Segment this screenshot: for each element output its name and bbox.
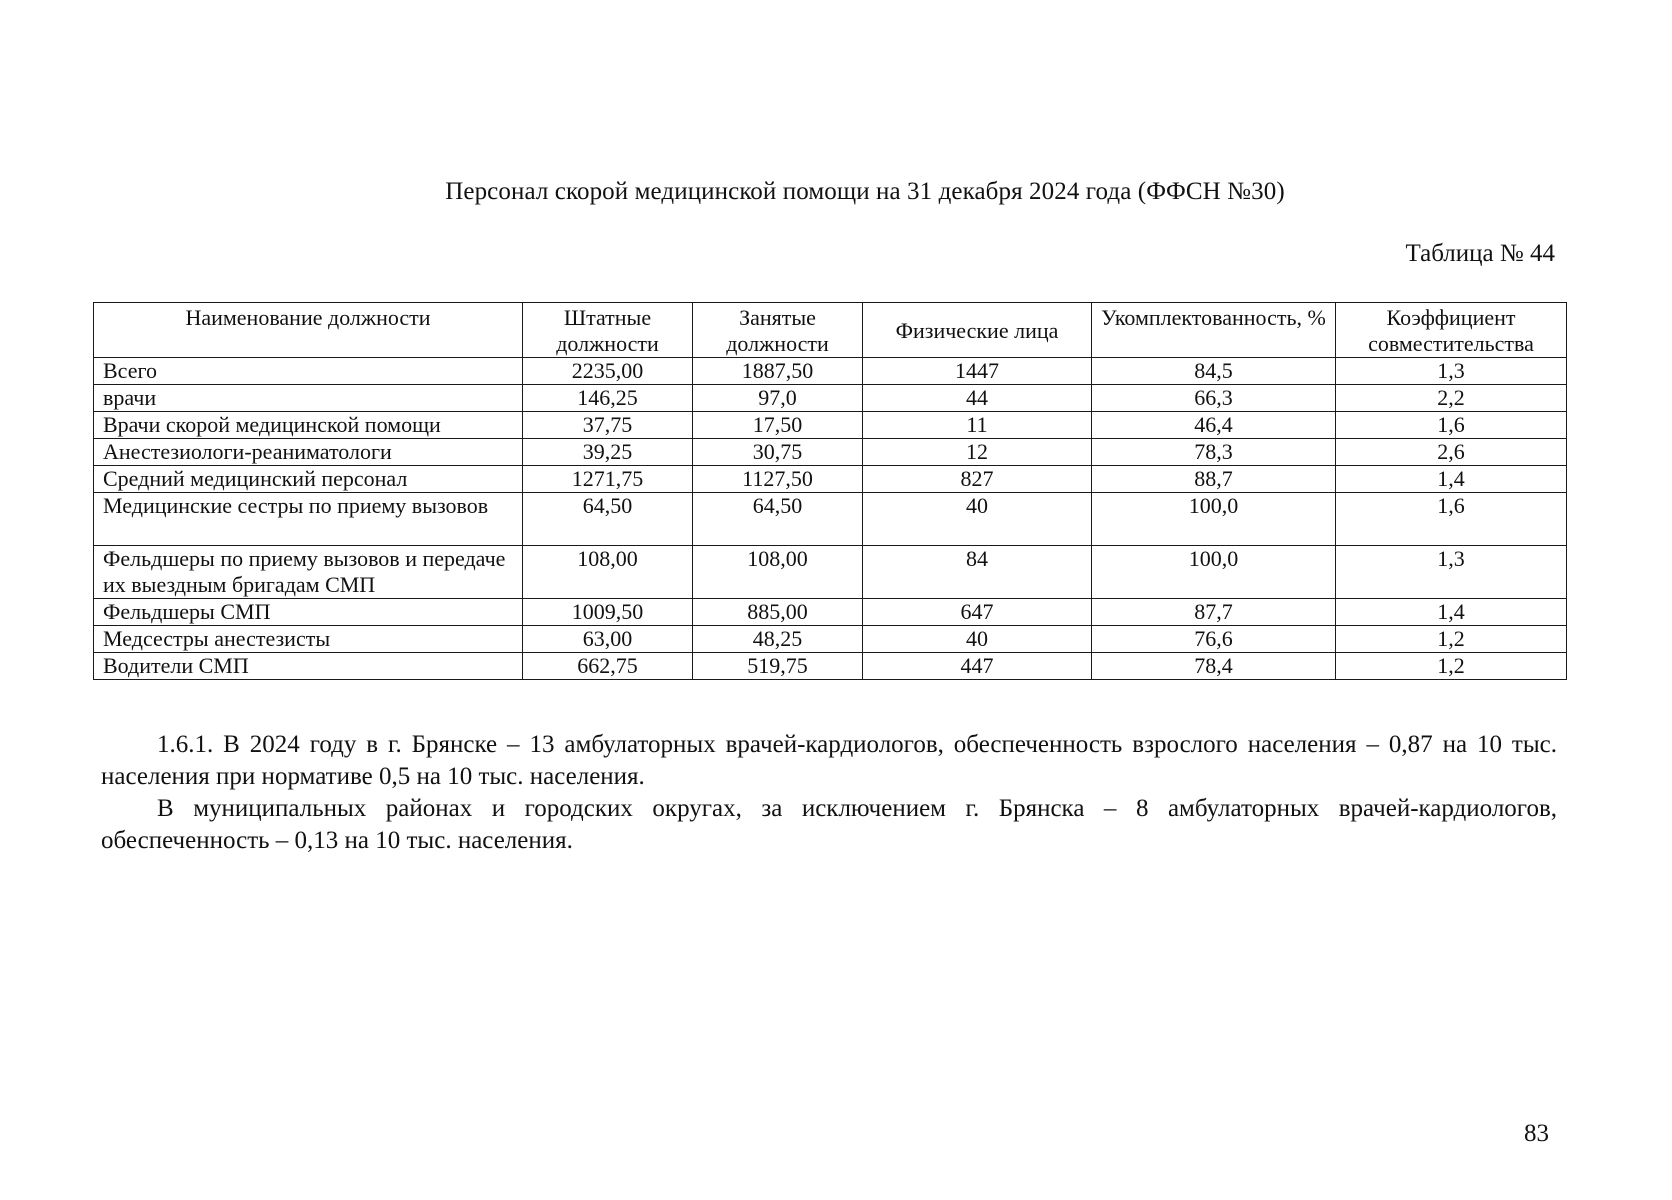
row-individuals: 84 — [863, 546, 1092, 599]
row-staff-positions: 108,00 — [523, 546, 693, 599]
row-name: Фельдшеры по приему вызовов и передаче их выездным бригадам СМП — [94, 546, 523, 599]
row-individuals: 447 — [863, 653, 1092, 680]
row-staffing-level: 84,5 — [1092, 358, 1336, 385]
row-individuals: 647 — [863, 599, 1092, 626]
row-staffing-level: 78,3 — [1092, 439, 1336, 466]
row-staff-positions: 1271,75 — [523, 466, 693, 493]
row-name: врачи — [94, 385, 523, 412]
table-header-row — [94, 303, 1567, 358]
row-occupied-positions: 519,75 — [693, 653, 863, 680]
row-occupied-positions: 1127,50 — [693, 466, 863, 493]
header-position-name: Наименование должности — [94, 303, 523, 358]
table-row — [94, 466, 1567, 493]
row-occupied-positions: 64,50 — [693, 493, 863, 546]
row-name: Медицинские сестры по приему вызовов — [94, 493, 523, 546]
row-staff-positions: 37,75 — [523, 412, 693, 439]
row-staff-positions: 39,25 — [523, 439, 693, 466]
row-staffing-level: 46,4 — [1092, 412, 1336, 439]
row-occupied-positions: 48,25 — [693, 626, 863, 653]
row-name: Анестезиологи-реаниматологи — [94, 439, 523, 466]
row-occupied-positions: 97,0 — [693, 385, 863, 412]
row-part-time-coefficient: 1,2 — [1336, 653, 1567, 680]
table-row — [94, 599, 1567, 626]
table-row — [94, 653, 1567, 680]
table-number: Таблица № 44 — [1405, 240, 1555, 267]
row-name: Средний медицинский персонал — [94, 466, 523, 493]
row-name: Фельдшеры СМП — [94, 599, 523, 626]
row-occupied-positions: 1887,50 — [693, 358, 863, 385]
row-individuals: 11 — [863, 412, 1092, 439]
row-part-time-coefficient: 1,3 — [1336, 546, 1567, 599]
row-staffing-level: 100,0 — [1092, 493, 1336, 546]
row-individuals: 40 — [863, 493, 1092, 546]
header-occupied-positions: Занятые должности — [693, 303, 863, 358]
row-staff-positions: 63,00 — [523, 626, 693, 653]
row-individuals: 40 — [863, 626, 1092, 653]
page-number: 83 — [1524, 1120, 1549, 1147]
row-occupied-positions: 30,75 — [693, 439, 863, 466]
header-staff-positions: Штатные должности — [523, 303, 693, 358]
row-part-time-coefficient: 1,2 — [1336, 626, 1567, 653]
row-staff-positions: 2235,00 — [523, 358, 693, 385]
table-row — [94, 385, 1567, 412]
table-row — [94, 412, 1567, 439]
row-staff-positions: 1009,50 — [523, 599, 693, 626]
row-name: Медсестры анестезисты — [94, 626, 523, 653]
row-staffing-level: 100,0 — [1092, 546, 1336, 599]
row-occupied-positions: 885,00 — [693, 599, 863, 626]
row-individuals: 44 — [863, 385, 1092, 412]
table-row — [94, 546, 1567, 599]
row-staffing-level: 66,3 — [1092, 385, 1336, 412]
row-part-time-coefficient: 1,3 — [1336, 358, 1567, 385]
row-name: Водители СМП — [94, 653, 523, 680]
paragraph-cardiologists-districts: В муниципальных районах и городских округах, за исключением г. Брянска – 8 амбулаторных врачей-кардиологов, обеспеченность – 0,13 на 10 тыс. населения. — [101, 795, 1557, 854]
row-staffing-level: 87,7 — [1092, 599, 1336, 626]
row-staffing-level: 76,6 — [1092, 626, 1336, 653]
page-title: Персонал скорой медицинской помощи на 31 декабря 2024 года (ФФСН №30) — [445, 178, 1285, 205]
row-occupied-positions: 108,00 — [693, 546, 863, 599]
row-staff-positions: 146,25 — [523, 385, 693, 412]
row-part-time-coefficient: 2,6 — [1336, 439, 1567, 466]
row-part-time-coefficient: 1,6 — [1336, 412, 1567, 439]
row-name: Врачи скорой медицинской помощи — [94, 412, 523, 439]
row-part-time-coefficient: 1,4 — [1336, 466, 1567, 493]
row-individuals: 827 — [863, 466, 1092, 493]
paragraph-cardiologists-bryansk: 1.6.1. В 2024 году в г. Брянске – 13 амбулаторных врачей-кардиологов, обеспеченность взрослого населения – 0,87 на 10 тыс. населения при нормативе 0,5 на 10 тыс. населения. — [101, 731, 1557, 790]
header-individuals: Физические лица — [863, 303, 1092, 358]
row-part-time-coefficient: 2,2 — [1336, 385, 1567, 412]
staff-table — [93, 302, 1567, 680]
table-row — [94, 439, 1567, 466]
row-name: Всего — [94, 358, 523, 385]
row-occupied-positions: 17,50 — [693, 412, 863, 439]
row-individuals: 1447 — [863, 358, 1092, 385]
row-staff-positions: 64,50 — [523, 493, 693, 546]
header-staffing-level: Укомплектованность, % — [1092, 303, 1336, 358]
row-part-time-coefficient: 1,6 — [1336, 493, 1567, 546]
row-staff-positions: 662,75 — [523, 653, 693, 680]
header-part-time-coefficient: Коэффициент совместительства — [1336, 303, 1567, 358]
row-staffing-level: 88,7 — [1092, 466, 1336, 493]
row-individuals: 12 — [863, 439, 1092, 466]
table-row — [94, 358, 1567, 385]
row-part-time-coefficient: 1,4 — [1336, 599, 1567, 626]
table-row — [94, 626, 1567, 653]
table-row — [94, 493, 1567, 546]
row-staffing-level: 78,4 — [1092, 653, 1336, 680]
